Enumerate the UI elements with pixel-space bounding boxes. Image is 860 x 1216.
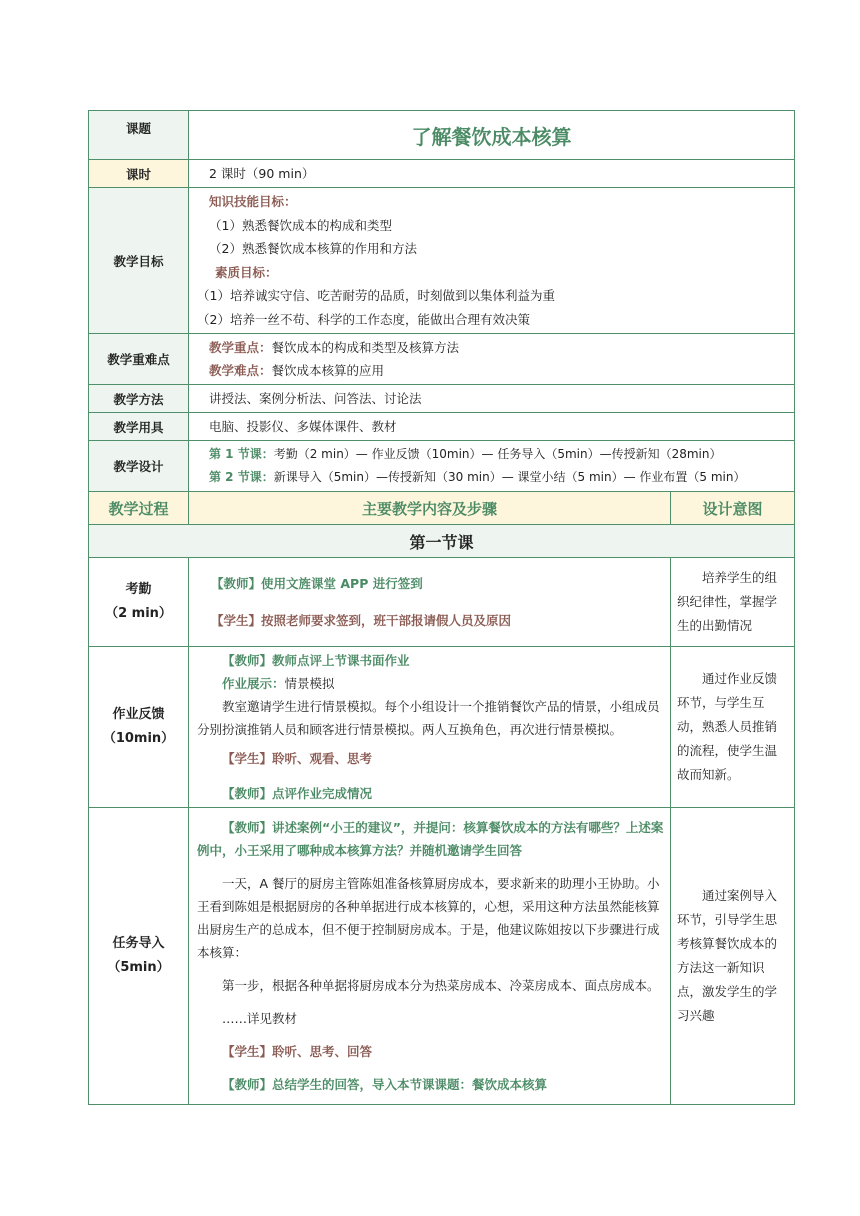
session1-value: 考勤（2 min）— 作业反馈（10min）— 任务导入（5min）—传授新知（28min） <box>273 447 722 461</box>
goals-label: 教学目标 <box>89 188 189 334</box>
quality-goal-1: （1）培养诚实守信、吃苦耐劳的品质，时刻做到以集体利益为重 <box>197 288 555 303</box>
knowledge-goal-1: （1）熟悉餐饮成本的构成和类型 <box>209 217 392 233</box>
quality-goal-2: （2）培养一丝不苟、科学的工作态度，能做出合理有效决策 <box>197 311 530 327</box>
quality-goal-label: 素质目标： <box>215 264 278 280</box>
row-methods <box>89 385 795 413</box>
homework-teacher2: 【教师】点评作业完成情况 <box>222 786 373 801</box>
section-title: 第一节课 <box>89 525 795 558</box>
knowledge-goal-2: （2）熟悉餐饮成本核算的作用和方法 <box>209 241 417 256</box>
task-teacher2: 【教师】总结学生的回答，导入本节课课题：餐饮成本核算 <box>222 1077 548 1092</box>
homework-row <box>89 647 795 808</box>
design-label: 教学设计 <box>89 441 189 492</box>
task-more: ……详见教材 <box>222 1011 298 1026</box>
attendance-name: 考勤 <box>125 582 152 597</box>
tools-label: 教学用具 <box>89 413 189 441</box>
homework-time: （10min） <box>102 731 175 746</box>
task-intent: 通过案例导入环节，引导学生思考核算餐饮成本的方法这一新知识点，激发学生的学习兴趣 <box>671 808 795 1105</box>
process-header-row <box>89 492 795 525</box>
row-keypoints <box>89 334 795 385</box>
row-hours <box>89 160 795 188</box>
row-design <box>89 441 795 492</box>
knowledge-goal-label: 知识技能目标： <box>209 194 297 209</box>
attendance-student: 【学生】按照老师要求签到，班干部报请假人员及原因 <box>211 613 512 628</box>
task-content <box>189 808 671 1105</box>
row-tools <box>89 413 795 441</box>
task-time: （5min） <box>107 960 170 975</box>
attendance-time: （2 min） <box>105 606 172 621</box>
tools-value: 电脑、投影仪、多媒体课件、教材 <box>189 413 795 441</box>
homework-intent: 通过作业反馈环节，与学生互动，熟悉人员推销的流程，使学生温故而知新。 <box>671 647 795 808</box>
task-teacher1: 【教师】讲述案例“小王的建议”，并提问：核算餐饮成本的方法有哪些？上述案例中，小王采用了哪种成本核算方法？并随机邀请学生回答 <box>197 820 664 858</box>
row-goals <box>89 188 795 334</box>
task-row <box>89 808 795 1105</box>
key-value: 餐饮成本的构成和类型及核算方法 <box>271 340 460 355</box>
session2-label: 第 2 节课： <box>209 470 274 484</box>
homework-name: 作业反馈 <box>112 707 165 722</box>
header-process: 教学过程 <box>89 492 189 525</box>
header-intent: 设计意图 <box>671 492 795 525</box>
topic-label: 课题 <box>89 111 189 160</box>
attendance-teacher: 【教师】使用文旌课堂 APP 进行签到 <box>211 576 423 591</box>
header-content: 主要教学内容及步骤 <box>189 492 671 525</box>
section-row <box>89 525 795 558</box>
task-story: 一天，A 餐厅的厨房主管陈姐准备核算厨房成本，要求新来的助理小王协助。小王看到陈姐是根据厨房的各种单据进行成本核算的，心想，采用这种方法虽然能核算出厨房生产的总成本，但不便于控制厨房成本。于是，他建议陈姐按以下步骤进行成本核算： <box>197 876 660 960</box>
keypoints-cell <box>189 334 795 385</box>
difficulty-value: 餐饮成本核算的应用 <box>271 363 385 378</box>
design-cell <box>189 441 795 492</box>
homework-teacher1: 【教师】教师点评上节课书面作业 <box>222 653 410 668</box>
homework-show: 情景模拟 <box>284 676 335 691</box>
attendance-row <box>89 558 795 647</box>
goals-cell <box>189 188 795 334</box>
hours-label: 课时 <box>89 160 189 188</box>
task-name: 任务导入 <box>112 936 165 951</box>
homework-desc: 教室邀请学生进行情景模拟。每个小组设计一个推销餐饮产品的情景，小组成员分别扮演推销人员和顾客进行情景模拟。两人互换角色，再次进行情景模拟。 <box>197 699 660 737</box>
key-label: 教学重点： <box>209 340 272 355</box>
task-step1: 第一步，根据各种单据将厨房成本分为热菜房成本、冷菜房成本、面点房成本。 <box>222 978 660 993</box>
session2-value: 新课导入（5min）—传授新知（30 min）— 课堂小结（5 min）— 作业布置（5 min） <box>273 470 746 484</box>
homework-step <box>89 647 189 808</box>
methods-label: 教学方法 <box>89 385 189 413</box>
homework-show-label: 作业展示： <box>222 676 285 691</box>
session1-label: 第 1 节课： <box>209 447 274 461</box>
methods-value: 讲授法、案例分析法、问答法、讨论法 <box>189 385 795 413</box>
difficulty-label: 教学难点： <box>209 363 272 378</box>
homework-content <box>189 647 671 808</box>
keypoints-label: 教学重难点 <box>89 334 189 385</box>
attendance-step <box>89 558 189 647</box>
task-step <box>89 808 189 1105</box>
task-student: 【学生】聆听、思考、回答 <box>222 1044 373 1059</box>
lesson-title: 了解餐饮成本核算 <box>189 111 795 160</box>
lesson-plan-table <box>88 110 795 1105</box>
attendance-intent: 培养学生的组织纪律性，掌握学生的出勤情况 <box>671 558 795 647</box>
hours-value: 2 课时（90 min） <box>189 160 795 188</box>
attendance-content <box>189 558 671 647</box>
row-topic <box>89 111 795 160</box>
homework-student: 【学生】聆听、观看、思考 <box>222 751 373 766</box>
